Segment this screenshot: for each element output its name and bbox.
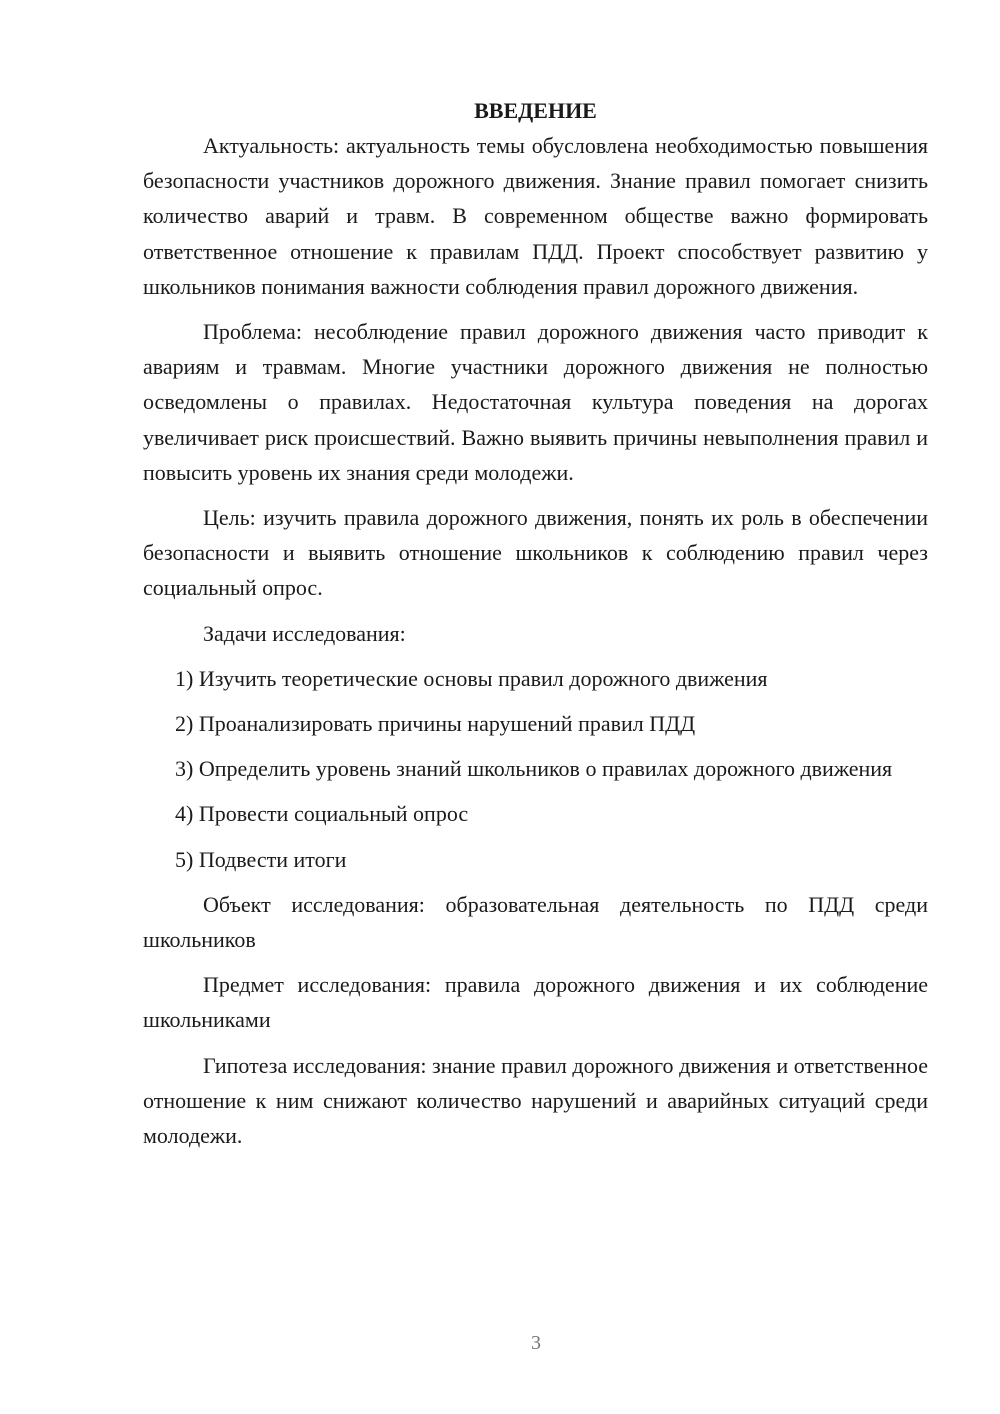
- task-item: 1) Изучить теоретические основы правил дорожного движения: [175, 665, 768, 691]
- subject-paragraph: Предмет исследования: правила дорожного движения и их соблюдение школьниками: [143, 972, 928, 1033]
- task-item: 2) Проанализировать причины нарушений правил ПДД: [175, 711, 696, 737]
- task-item: 4) Провести социальный опрос: [175, 801, 469, 827]
- hypothesis-paragraph: Гипотеза исследования: знание правил дорожного движения и ответственное отношение к ним снижают количество нарушений и аварийных ситуаций среди молодежи.: [143, 1052, 928, 1149]
- tasks-heading: Задачи исследования:: [203, 620, 406, 646]
- object-paragraph: Объект исследования: образовательная деятельность по ПДД среди школьников: [143, 891, 928, 953]
- goal-paragraph: Цель: изучить правила дорожного движения, понять их роль в обеспечении безопасности и выявить отношение школьников к соблюдению правил через социальный опрос.: [143, 505, 928, 601]
- page-number: 3: [531, 1332, 541, 1354]
- document-page: [143, 93, 928, 1163]
- task-item: 3) Определить уровень знаний школьников о правилах дорожного движения: [175, 756, 893, 782]
- section-title: ВВЕДЕНИЕ: [474, 98, 597, 123]
- relevance-paragraph: Актуальность: актуальность темы обусловлена необходимостью повышения безопасности участников дорожного движения. Знание правил помогает снизить количество аварий и травм. В современном обществе важно формировать ответственное отношение к правилам ПДД. Проект способствует развитию у школьников понимания важности соблюдения правил дорожного движения.: [143, 133, 928, 299]
- problem-paragraph: Проблема: несоблюдение правил дорожного движения часто приводит к авариям и травмам. Многие участники дорожного движения не полностью осведомлены о правилах. Недостаточная культура поведения на дорогах увеличивает риск происшествий. Важно выявить причины невыполнения правил и повысить уровень их знания среди молодежи.: [143, 319, 928, 485]
- task-item: 5) Подвести итоги: [175, 846, 347, 872]
